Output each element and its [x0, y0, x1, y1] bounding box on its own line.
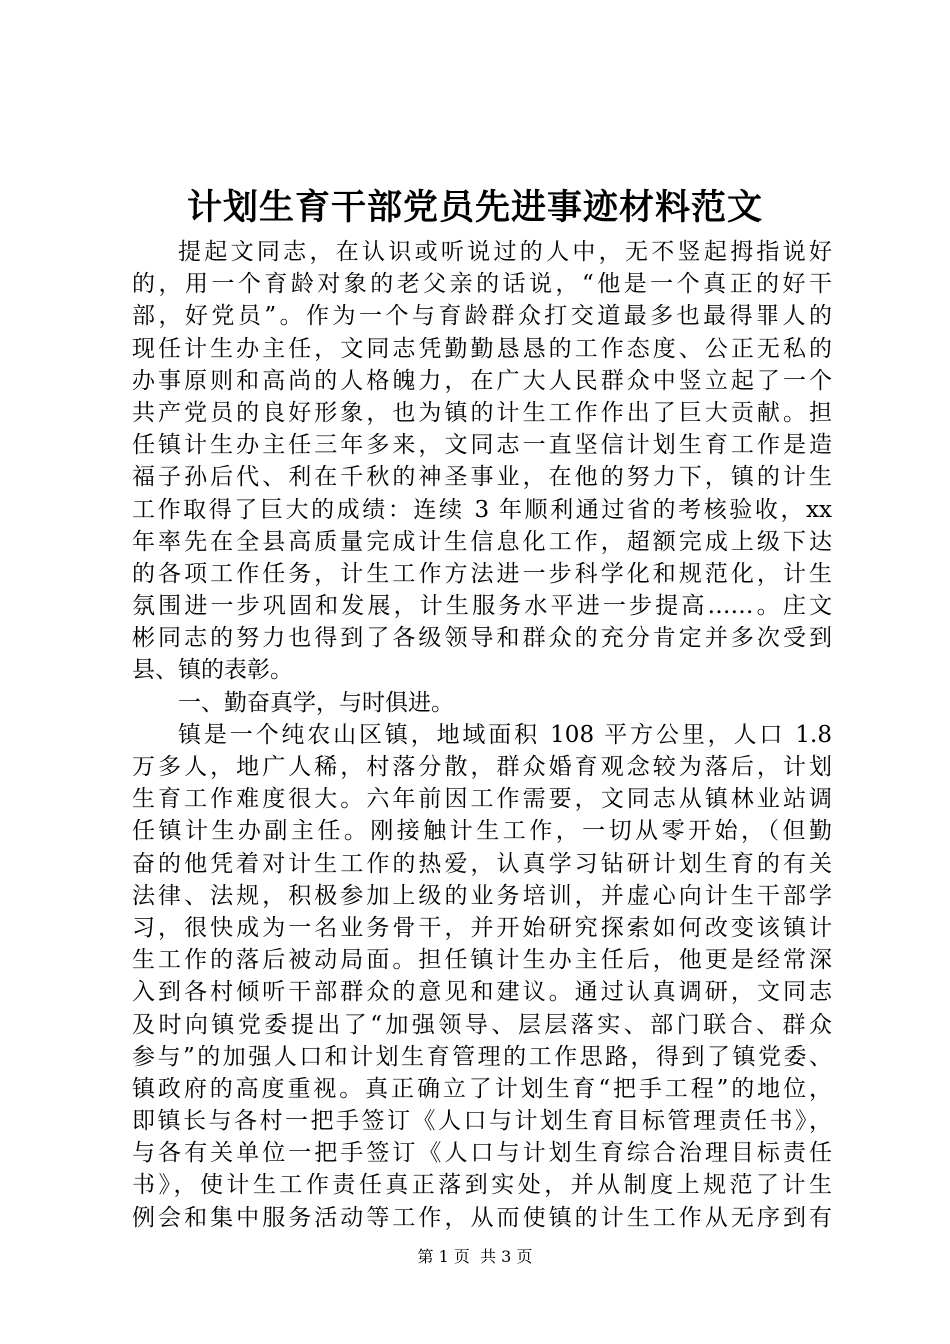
- paragraph-line: 例会和集中服务活动等工作，从而使镇的计生工作从无序到有: [132, 1204, 832, 1231]
- paragraph-line: 书》，使计生工作责任真正落到实处，并从制度上规范了计生: [132, 1172, 832, 1199]
- paragraph-line: 奋的他凭着对计生工作的热爱，认真学习钻研计划生育的有关: [132, 850, 832, 877]
- paragraph-line: 氛围进一步巩固和发展，计生服务水平进一步提高……。庄文: [132, 593, 832, 620]
- document-title: 计划生育干部党员先进事迹材料范文: [186, 187, 763, 228]
- paragraph-line: 办事原则和高尚的人格魄力，在广大人民群众中竖立起了一个: [132, 367, 832, 394]
- paragraph-line: 万多人，地广人稀，村落分散，群众婚育观念较为落后，计划: [132, 754, 832, 780]
- paragraph-line: 的，用一个育龄对象的老父亲的话说，“他是一个真正的好干: [132, 271, 832, 298]
- paragraph-line: 生工作的落后被动局面。担任镇计生办主任后，他更是经常深: [132, 947, 832, 974]
- paragraph-line: 部，好党员”。作为一个与育龄群众打交道最多也最得罪人的: [132, 303, 832, 330]
- paragraph-line: 入到各村倾听干部群众的意见和建议。通过认真调研，文同志: [132, 979, 832, 1006]
- paragraph-line: 镇政府的高度重视。真正确立了计划生育“把手工程”的地位，: [132, 1075, 832, 1102]
- paragraph-line: 镇是一个纯农山区镇，地域面积 108 平方公里，人口 1.8: [178, 721, 832, 748]
- paragraph-line: 习，很快成为一名业务骨干，并开始研究探索如何改变该镇计: [132, 914, 832, 941]
- page-number-footer: 第 1 页 共 3 页: [417, 1247, 533, 1266]
- paragraph-line: 提起文同志，在认识或听说过的人中，无不竖起拇指说好: [178, 239, 832, 265]
- paragraph-line: 共产党员的良好形象，也为镇的计生工作作出了巨大贡献。担: [132, 399, 832, 426]
- document-body: [132, 236, 832, 1234]
- paragraph-line: 县、镇的表彰。: [132, 657, 293, 684]
- paragraph-line: 年率先在全县高质量完成计生信息化工作，超额完成上级下达: [132, 528, 832, 555]
- paragraph-line: 工作取得了巨大的成绩：连续 3 年顺利通过省的考核验收，xx: [132, 496, 832, 523]
- paragraph-line: 生育工作难度很大。六年前因工作需要，文同志从镇林业站调: [132, 786, 832, 813]
- paragraph-line: 参与”的加强人口和计划生育管理的工作思路，得到了镇党委、: [132, 1043, 832, 1070]
- section-heading: 一、勤奋真学，与时俱进。: [178, 689, 454, 716]
- paragraph-line: 彬同志的努力也得到了各级领导和群众的充分肯定并多次受到: [132, 625, 832, 652]
- paragraph-line: 与各有关单位一把手签订《人口与计划生育综合治理目标责任: [132, 1140, 832, 1167]
- paragraph-line: 任镇计生办主任三年多来，文同志一直坚信计划生育工作是造: [132, 432, 832, 459]
- paragraph-line: 即镇长与各村一把手签订《人口与计划生育目标管理责任书》，: [132, 1108, 832, 1135]
- paragraph-line: 福子孙后代、利在千秋的神圣事业，在他的努力下，镇的计生: [132, 464, 832, 491]
- paragraph-line: 及时向镇党委提出了“加强领导、层层落实、部门联合、群众: [132, 1011, 832, 1038]
- paragraph-line: 法律、法规，积极参加上级的业务培训，并虚心向计生干部学: [132, 882, 832, 909]
- paragraph-line: 的各项工作任务，计生工作方法进一步科学化和规范化，计生: [132, 560, 832, 587]
- paragraph-line: 任镇计生办副主任。刚接触计生工作，一切从零开始，（但勤: [132, 818, 832, 845]
- paragraph-line: 现任计生办主任，文同志凭勤勤恳恳的工作态度、公正无私的: [132, 335, 832, 362]
